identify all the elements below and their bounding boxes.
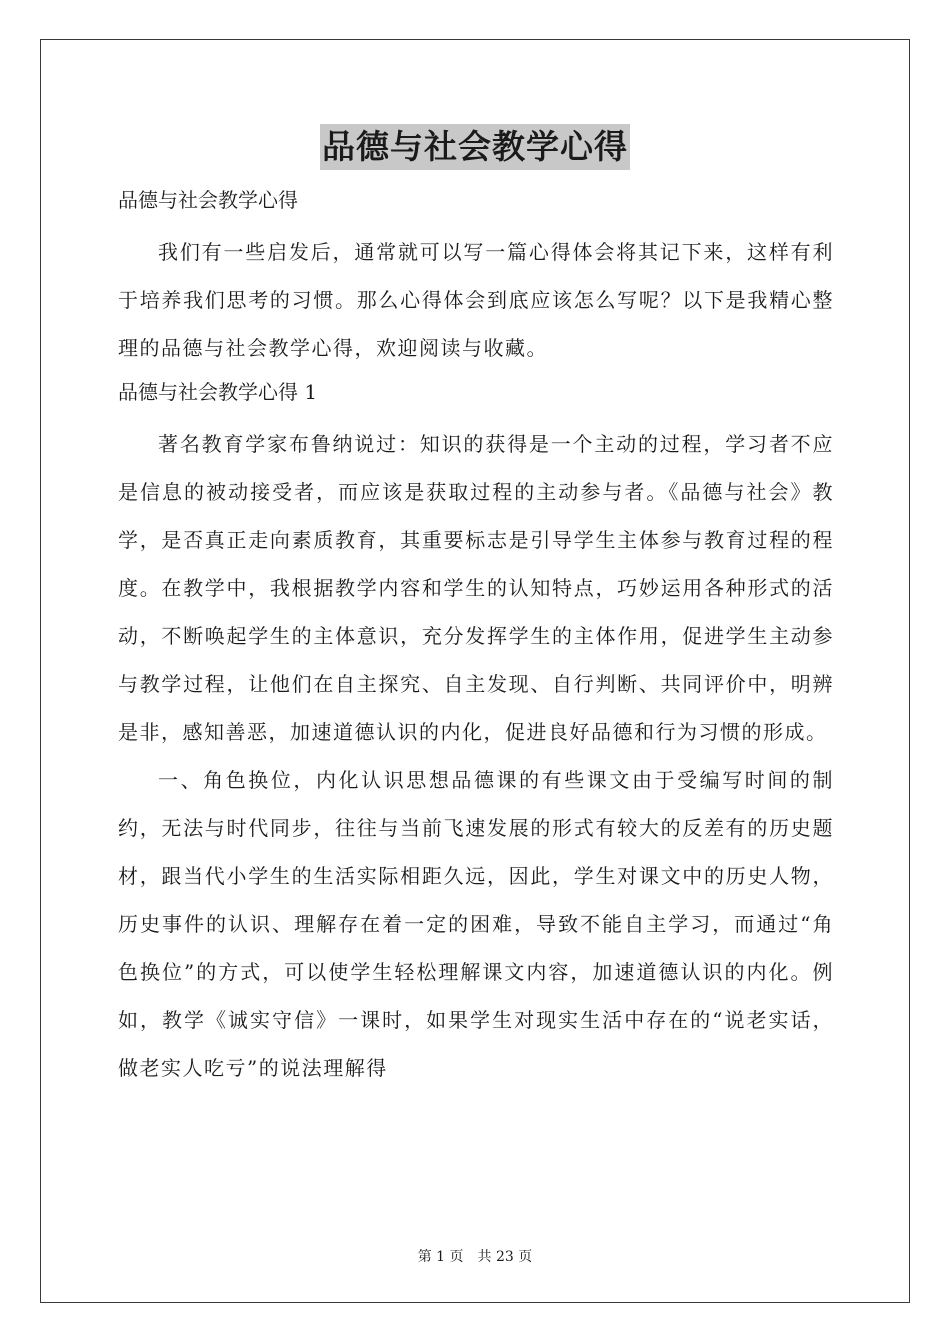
document-body bbox=[118, 180, 834, 1092]
title-area bbox=[0, 124, 950, 170]
body-paragraph: 一、角色换位，内化认识思想品德课的有些课文由于受编写时间的制约，无法与时代同步，往往与当前飞速发展的形式有较大的反差有的历史题材，跟当代小学生的生活实际相距久远，因此，学生对课文中的历史人物，历史事件的认识、理解存在着一定的困难，导致不能自主学习，而通过“角色换位”的方式，可以使学生轻松理解课文内容，加速道德认识的内化。例如，教学《诚实守信》一课时，如果学生对现实生活中存在的“说老实话，做老实人吃亏”的说法理解得 bbox=[118, 768, 834, 1080]
subheading: 品德与社会教学心得 bbox=[118, 188, 298, 212]
document-title: 品德与社会教学心得 bbox=[320, 124, 630, 170]
page-number-footer: 第 1 页 共 23 页 bbox=[417, 1249, 533, 1265]
body-paragraph: 著名教育学家布鲁纳说过：知识的获得是一个主动的过程，学习者不应是信息的被动接受者，而应该是获取过程的主动参与者。《品德与社会》教学，是否真正走向素质教育，其重要标志是引导学生主体参与教育过程的程度。在教学中，我根据教学内容和学生的认知特点，巧妙运用各种形式的活动，不断唤起学生的主体意识，充分发挥学生的主体作用，促进学生主动参与教学过程，让他们在自主探究、自主发现、自行判断、共同评价中，明辨是非，感知善恶，加速道德认识的内化，促进良好品德和行为习惯的形成。 bbox=[118, 432, 834, 744]
intro-paragraph: 我们有一些启发后，通常就可以写一篇心得体会将其记下来，这样有利于培养我们思考的习惯。那么心得体会到底应该怎么写呢？以下是我精心整理的品德与社会教学心得，欢迎阅读与收藏。 bbox=[118, 240, 834, 360]
section-heading: 品德与社会教学心得 1 bbox=[118, 380, 318, 404]
